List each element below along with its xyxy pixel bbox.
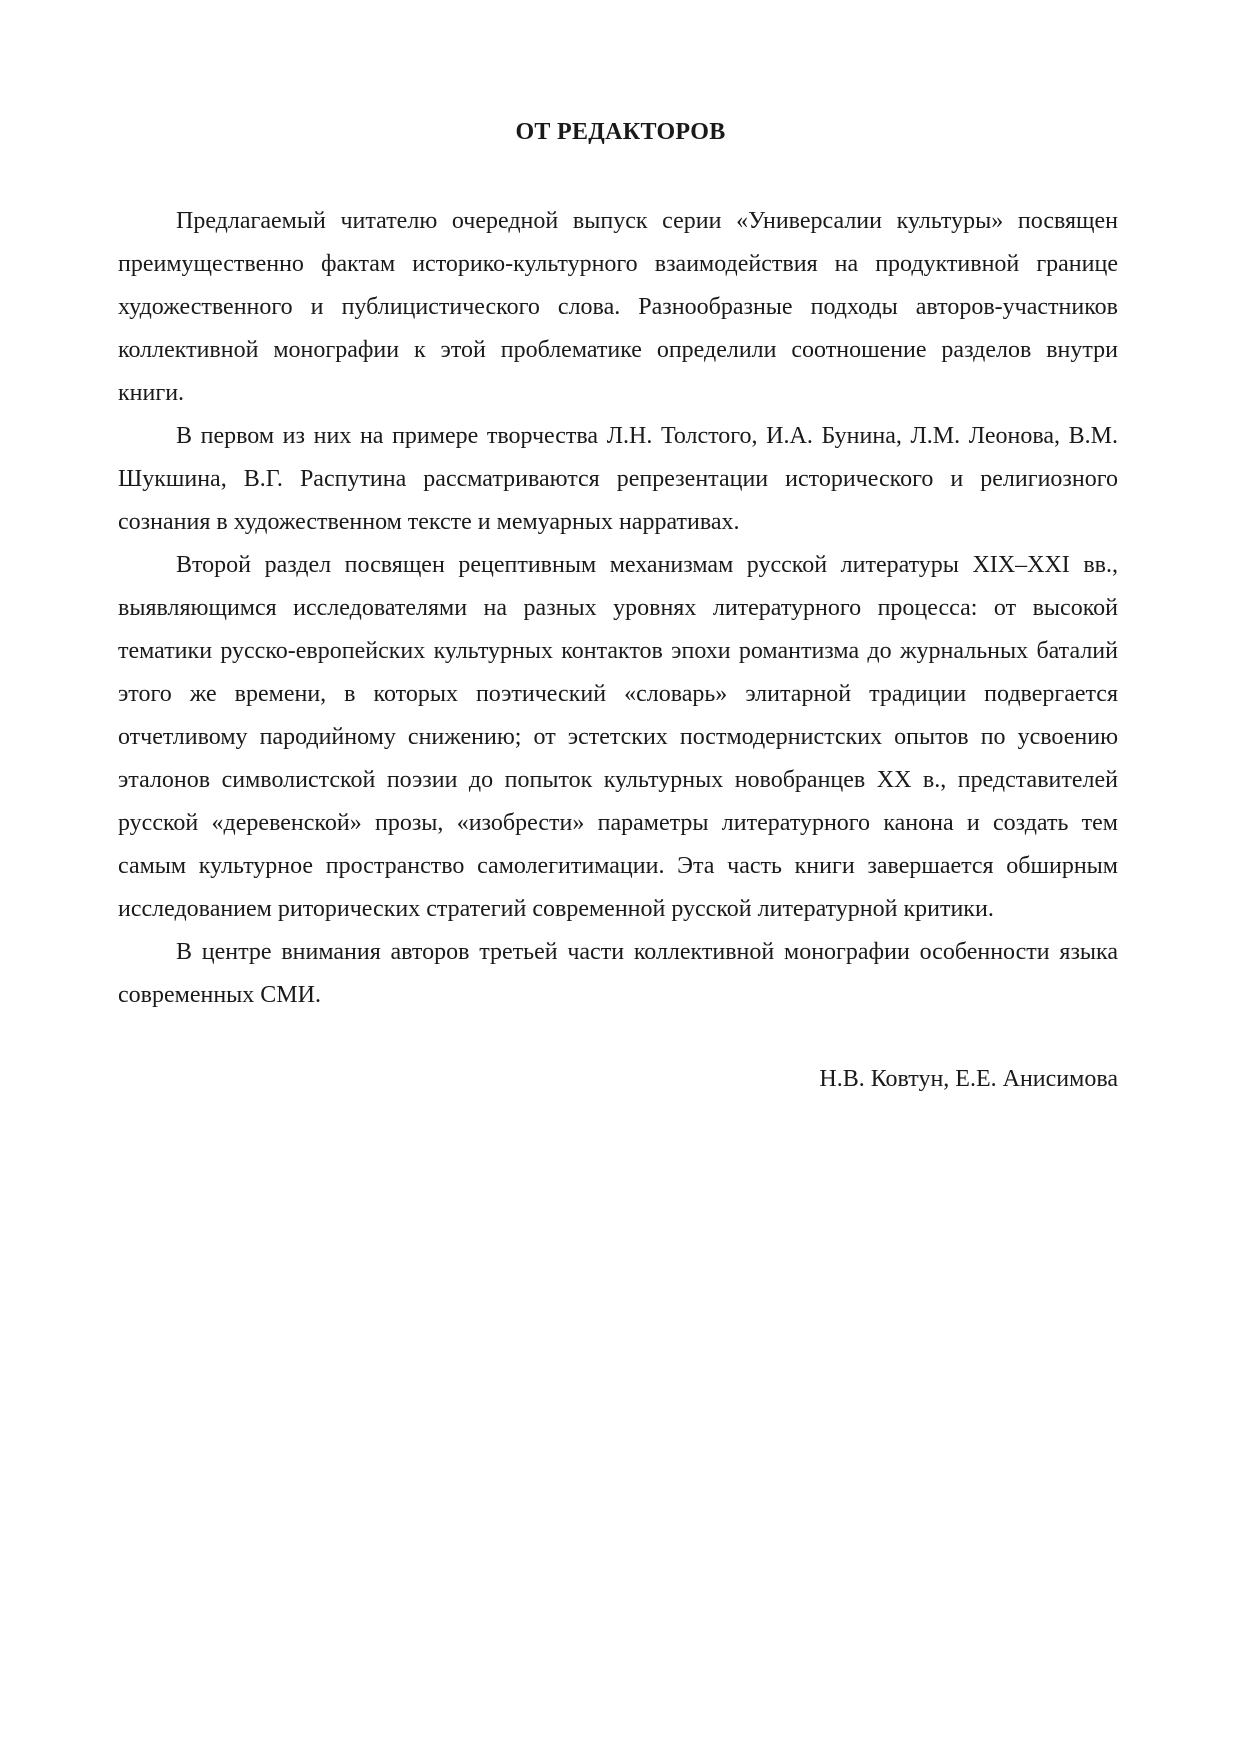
body-text <box>118 200 1118 1017</box>
paragraph-3: Второй раздел посвящен рецептивным механизмам русской литературы XIX–XXI вв., выявляющимся исследователями на разных уровнях литературного процесса: от высокой тематики русско-европейских культурных контактов эпохи романтизма до журнальных баталий этого же времени, в которых поэтический «словарь» элитарной традиции подвергается отчетливому пародийному снижению; от эстетских постмодернистских опытов по усвоению эталонов символистской поэзии до попыток культурных новобранцев XX в., представителей русской «деревенской» прозы, «изобрести» параметры литературного канона и создать тем самым культурное пространство самолегитимации. Эта часть книги завершается обширным исследованием риторических стратегий современной русской литературной критики. <box>118 552 1118 922</box>
page-title: ОТ РЕДАКТОРОВ <box>515 119 726 145</box>
editors-signature: Н.В. Ковтун, Е.Е. Анисимова <box>819 1066 1118 1092</box>
paragraph-1: Предлагаемый читателю очередной выпуск серии «Универсалии культуры» посвящен преимущественно фактам историко-культурного взаимодействия на продуктивной границе художественного и публицистического слова. Разнообразные подходы авторов-участников коллективной монографии к этой проблематике определили соотношение разделов внутри книги. <box>118 208 1118 406</box>
paragraph-2: В первом из них на примере творчества Л.Н. Толстого, И.А. Бунина, Л.М. Леонова, В.М. Шукшина, В.Г. Распутина рассматриваются репрезентации исторического и религиозного сознания в художественном тексте и мемуарных нарративах. <box>118 423 1118 535</box>
paragraph-4: В центре внимания авторов третьей части коллективной монографии особенности языка современных СМИ. <box>118 939 1118 1008</box>
